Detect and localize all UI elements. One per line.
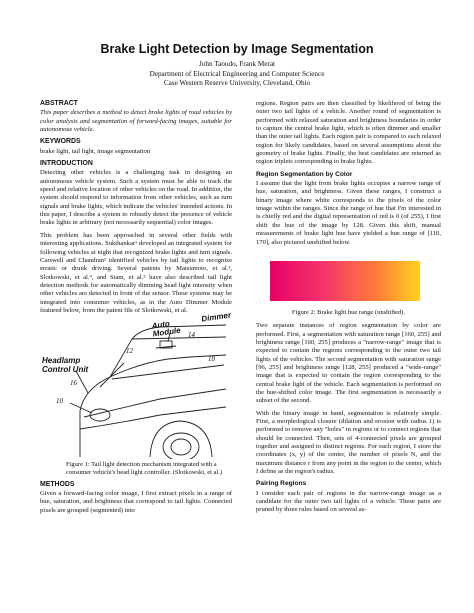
figure-1-label-16: 16	[70, 379, 77, 388]
abstract-heading: ABSTRACT	[40, 100, 78, 107]
left-column	[40, 100, 232, 519]
car-patent-illustration	[40, 319, 232, 459]
author-university: Case Western Reserve University, Cleveland, Ohio	[163, 79, 311, 88]
introduction-paragraph-1: Detecting other vehicles is a challenging task in designing an autonomous vehicle system. Such a system must be able to track the speed and relative location of other vehicles on the road. In addition, the system should respond to information from other vehicles, such as turn signals and brake lights, which indicate the vehicles' intended actions. In this paper, I describe a system to robustly detect the presence of vehicle brake lights in arbitrary (not necessarily sequential) color images.	[40, 169, 232, 227]
methods-continued-text: regions. Region pairs are then classified by likelihood of being the outer two tail lights of a vehicle. Another round of segmentation is performed with relaxed saturation and brightness boundaries in order to capture the central brake light, which is often dimmer and smaller than the outer tail lights. Each region pair is compared to each relaxed region for likely candidates, based on several assumptions about the geometry of brake lights. Finally, the best candidates are returned as region triplets corresponding to brake lights.	[256, 100, 441, 166]
methods-text: Given a forward-facing color image, I first extract pixels in a range of hue, saturation, and brightness that correspond to tail lights. Connected pixels are grouped (segmented) into	[40, 490, 232, 514]
figure-1-drawing	[40, 310, 232, 459]
hue-gradient-bar	[270, 261, 420, 301]
region-segmentation-text: I assume that the light from brake lights occupies a narrow range of hue, saturation, and brightness. Given these ranges, I construct a binary image where white corresponds to the pixels of the color image within the ranges. Since the range of hue that I'm interested in is chiefly red and the digital representation of red is 0 (of 255), I first shift the hue of the image by 128. Given this shift, manual measurements of brake light hue have yielded a hue range of [110, 170], also pictured unshifted below.	[256, 180, 441, 246]
methods-heading: METHODS	[40, 480, 75, 488]
figure-1-label-10: 10	[56, 397, 63, 406]
figure-2-caption: Figure 2: Brake light hue range (unshifted).	[291, 308, 406, 316]
introduction-heading: INTRODUCTION	[40, 160, 93, 168]
keywords-text: brake light, tail light, image segmentation	[40, 147, 151, 155]
paper-title: Brake Light Detection by Image Segmentation	[100, 42, 374, 56]
author-block	[0, 60, 474, 89]
abstract-text: This paper describes a method to detect brake lights of road vehicles by color analysis and segmentation of forward-facing images, suitable for autonomous vehicle.	[40, 109, 232, 134]
figure-1-label-headlamp: Headlamp	[42, 356, 81, 366]
segmentation-ranges-text: Two separate instances of region segmentation by color are performed. First, a segmentation with saturation range [160, 255] and brightness range [160, 255] produces a "narrow-range" image that is expected to contain the regions corresponding to the outer two tail lights of the vehicles. The second segmentation with saturation range [96, 255] and brightness range [128, 255] produced a "wide-range" image that is expected to contain the region corresponding to the central brake light of the vehicle. Each segmentation is performed on the hue-shifted color image. The first segmentation is necessarily a subset of the second.	[256, 322, 441, 405]
figure-2-hue-range	[256, 251, 441, 307]
figure-1-label-module: Auto Dimmer Module	[151, 310, 232, 340]
binary-segmentation-text: With the binary image in hand, segmentation is relatively simple. First, a morphological closure (dilation and erosion with radius 1) is performed to remove any "holes" in regions or to connect regions that should be connected. Then, sets of 4-connected pixels are grouped together and assigned to distinct regions. For each region, I store the coordinates (x, y) of the center, the number of pixels N, and the maximum distance r from any point in the region to the center, which I define as the region's radius.	[256, 409, 441, 476]
pairing-regions-heading: Pairing Regions	[256, 480, 307, 488]
region-segmentation-heading: Region Segmentation by Color	[256, 170, 353, 178]
figure-1-label-control-unit: Control Unit	[42, 365, 89, 375]
figure-1-label-18: 18	[208, 355, 215, 364]
introduction-paragraph-2: This problem has been approached in several other fields with interesting applications. Sukthankar¹ developed an integrated system for following vehicles at night that recognized brake lights and turn signals. Carswell and Chandran² identified vehicles by tail lights to recognize erratic or drunk driving. Several patents by Matsumoto, et al.³, Slotkowski, et al.⁴, and Stam, et al.⁵ have also described tail light detection methods for automatically dimming head light intensity when other vehicles are detected in front of the sensor. These systems may be integrated into consumer vehicles, as in the Auto Dimmer Module featured below, from the patent file of Slotkowski, et al.	[40, 231, 232, 314]
keywords-heading: KEYWORDS	[40, 138, 81, 146]
right-column	[256, 100, 441, 519]
figure-1-caption: Figure 1: Tail light detection mechanism integrated with a consumer vehicle's head light controller. (Slotkowski, et al.)	[66, 461, 223, 477]
pairing-regions-text: I consider each pair of regions in the narrow-range image as a candidate for the outer two tail lights of a vehicle. These pairs are pruned by three rules based on several as-	[256, 489, 441, 514]
author-names: John Taoudo, Frank Merat	[198, 60, 276, 68]
figure-1-label-14: 14	[188, 331, 195, 340]
figure-1-label-12: 12	[126, 347, 133, 356]
author-department: Department of Electrical Engineering and Computer Science	[149, 69, 325, 78]
